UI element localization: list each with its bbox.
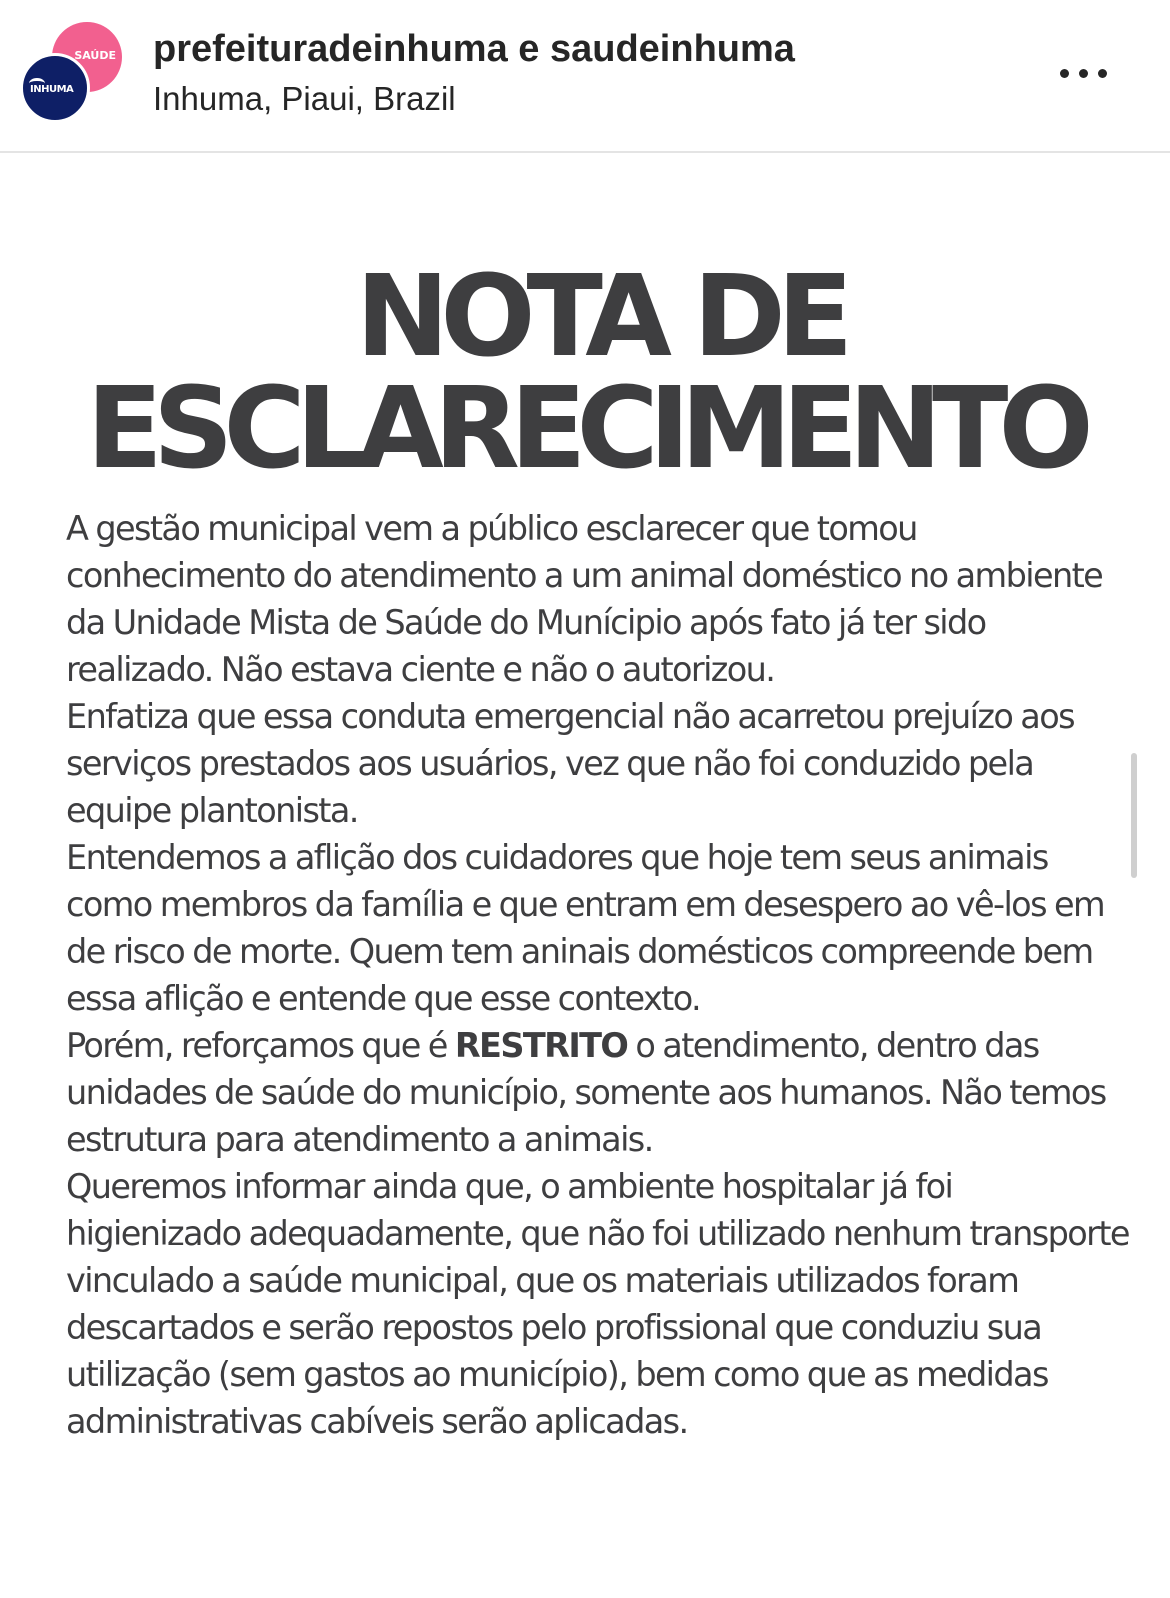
inhuma-avatar-text: INHUMA (30, 84, 74, 95)
location-link[interactable]: Inhuma, Piaui, Brazil (153, 80, 456, 117)
post-title (0, 252, 1170, 494)
more-horizontal-icon (1060, 69, 1069, 78)
paragraph-1: A gestão municipal vem a público esclarecer que tomou conhecimento do atendimento a um animal doméstico no ambiente da Unidade Mista de Saúde do Munícipio após fato já ter sido realizado. Não estava ciente e não o autorizou. (66, 509, 1103, 689)
scrollbar[interactable] (1131, 753, 1137, 878)
paragraph-3: Entendemos a aflição dos cuidadores que hoje tem seus animais como membros da família e que entram em desespero ao vê-los em de risco de morte. Quem tem aninais domésticos compreende bem essa aflição e entende que esse contexto. (66, 838, 1105, 1018)
more-horizontal-icon (1079, 69, 1088, 78)
more-options-button[interactable] (1052, 56, 1116, 92)
restrito-emphasis: RESTRITO (454, 1026, 628, 1065)
post-header (0, 0, 1170, 153)
paragraph-2: Enfatiza que essa conduta emergencial não acarretou prejuízo aos serviços prestados aos usuários, vez que não foi conduzido pela equipe plantonista. (66, 697, 1074, 830)
title-line-1: NOTA DE (355, 252, 845, 382)
paragraph-4-end: o atendimento, dentro das unidades de saúde do município, somente aos humanos. Não temos estrutura para atendimento a animais. (66, 1026, 1106, 1159)
inhuma-avatar (20, 53, 90, 123)
more-horizontal-icon (1098, 69, 1107, 78)
paragraph-4-start: Porém, reforçamos que é (66, 1026, 455, 1065)
post-image[interactable] (0, 153, 1170, 1598)
paragraph-5: Queremos informar ainda que, o ambiente hospitalar já foi higienizado adequadamente, que não foi utilizado nenhum transporte vinculado a saúde municipal, que os materiais utilizados foram descartados e serão repostos pelo profissional que conduziu sua utilização (sem gastos ao município), bem como que as medidas administrativas cabíveis serão aplicadas. (66, 1167, 1129, 1441)
post-body (66, 505, 1132, 1445)
paragraph-4 (66, 1022, 1132, 1163)
username-link[interactable]: prefeituradeinhuma e saudeinhuma (153, 28, 795, 70)
saude-avatar-text: SAÚDE (74, 49, 116, 62)
title-line-2: ESCLARECIMENTO (86, 364, 1084, 494)
avatar[interactable] (20, 22, 125, 127)
